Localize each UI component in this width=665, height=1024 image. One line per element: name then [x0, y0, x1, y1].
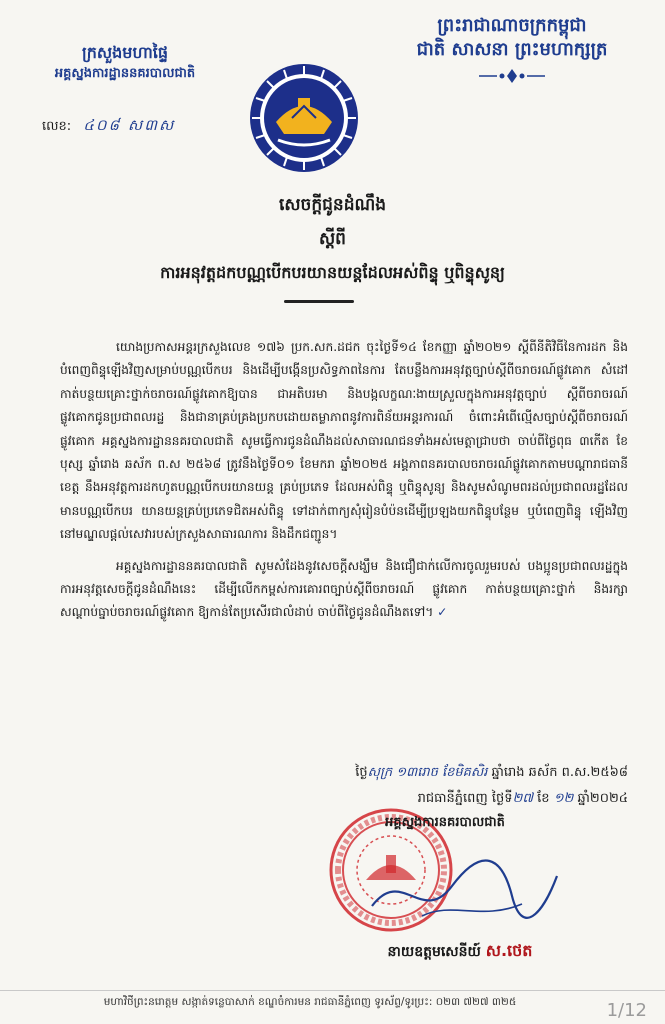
notice-subject: ការអនុវត្តដកបណ្ណបើកបរយានយន្តដែលអស់ពិន្ទុ ឬពិន្ទុសូន្យ [160, 263, 505, 282]
footer-address: មហាវិថីព្រះនរោត្តម សង្កាត់ទន្លេបាសាក់ ខណ្ឌចំការមន រាជធានីភ្នំពេញ ទូរស័ព្ទ/ទូរប្រះ: ០២៣ ៧២៧ ៣២៥ [103, 996, 517, 1008]
signing-agency: អគ្គស្នងការនគរបាលជាតិ [385, 815, 505, 830]
notice-body [60, 336, 628, 625]
signer-name: ស.ថេត [485, 941, 533, 960]
signer [330, 940, 590, 964]
reference-number [42, 116, 175, 138]
title-divider [284, 300, 354, 303]
paragraph-2-text: អគ្គស្នងការដ្ឋាននគរបាលជាតិ សូមសំដែងនូវសេចក្តីសង្ឃឹម និងជឿជាក់លើការចូលរួមរបស់ បងប្អូនប្រជាពលរដ្ឋក្នុងការអនុវត្តសេចក្តីជូនដំណឹងនេះ ដើម្បីលើកកម្ពស់ការគោរពច្បាប់ស្តីពីចរាចរណ៍ ផ្លូវគោក កាត់បន្ថយគ្រោះថ្នាក់ និងរក្សាសណ្តាប់ធ្នាប់ចរាចរណ៍ផ្លូវគោក ឱ្យកាន់តែប្រសើរជាលំដាប់ ចាប់ពីថ្ងៃជូនដំណឹងតទៅ។ [60, 558, 628, 620]
notice-subtitle: ស្តីពី [319, 229, 346, 249]
ref-number: ៤០៨ ស៣ស [83, 116, 176, 134]
kingdom-title: ព្រះរាជាណាចក្រកម្ពុជា [437, 15, 587, 36]
page-indicator: 1/12 [606, 1000, 647, 1021]
handwritten-mark: ✓ [437, 605, 448, 620]
paragraph-1: យោងប្រកាសអន្តរក្រសួងលេខ ១៧៦ ប្រក.សក.ដជក ចុះថ្ងៃទី១៤ ខែកញ្ញា ឆ្នាំ២០២១ ស្តីពីនីតិវិធីនៃការដក និងបំពេញពិន្ទុឡើងវិញសម្រាប់បណ្ណបើកបរ និងដើម្បីបង្កើនប្រសិទ្ធភាពនៃការ តែបន្លឹងការអនុវត្តច្បាប់ស្តីពីចរាចរណ៍ផ្លូវគោក សំដៅកាត់បន្ថយគ្រោះថ្នាក់ចរាចរណ៍ផ្លូវគោកឱ្យបាន ជាអតិបរមា និងបង្កលក្ខណៈងាយស្រួលក្នុងការអនុវត្តច្បាប់ ស្តីពីចរាចរណ៍ផ្លូវគោកជូនប្រជាពលរដ្ឋ និងជានាគ្រប់គ្រងប្រកបដោយតម្លាភាពនូវការពិន័យអន្តរការណ៍ ចំពោះអំពើល្មើសច្បាប់ស្តីពីចរាចរណ៍ ផ្លូវគោក អគ្គស្នងការដ្ឋាននគរបាលជាតិ សូមធ្វើការជូនដំណឹងដល់សាធារណជនទាំងអស់មេត្តាជ្រាបថា ចាប់ពីថ្ងៃពុធ ៣កើត ខែបុស្ស ឆ្នាំរោង ឆស័ក ព.ស ២៥៦៨ ត្រូវនឹងថ្ងៃទី០១ ខែមករា ឆ្នាំ២០២៥ អង្គភាពនគរបាលចរាចរណ៍ផ្លូវគោកតាមបណ្តារាជធានី ខេត្ត នឹងអនុវត្តការដកហូតបណ្ណបើកបរយានយន្ត គ្រប់ប្រភេទ ដែលអស់ពិន្ទុ ឬពិន្ទុសូន្យ និងសូមសំណូមពរដល់ប្រជាពលរដ្ឋដែលមានបណ្ណបើកបរ យានយន្តគ្រប់ប្រភេទជិតអស់ពិន្ទុ ទៅដាក់ពាក្យសុំរៀនបំប៉នដើម្បីប្រឡងយកពិន្ទុបន្ថែម ឬបំពេញពិន្ទុ ឡើងវិញ នៅមណ្ឌលផ្តល់សេវារបស់ក្រសួងសាធារណការ និងដឹកជញ្ជូន។ [60, 340, 628, 542]
ministry-name: ក្រសួងមហាផ្ទៃ [81, 43, 168, 62]
national-motto: ជាតិ សាសនា ព្រះមហាក្សត្រ [416, 39, 608, 60]
paragraph-2 [60, 555, 628, 625]
ornament-icon [477, 68, 547, 84]
ministry-header [10, 42, 240, 84]
agency-name: អគ្គស្នងការដ្ឋាននគរបាលជាតិ [54, 66, 196, 81]
police-emblem-icon [248, 62, 360, 174]
notice-title: សេចក្តីជូនដំណឹង [278, 195, 387, 215]
handwritten-signature [362, 846, 562, 936]
lunar-date: ថ្ងៃសុក្រ ១៣រោច ខែមិគសិរ ឆ្នាំរោង ឆស័ក ព.ស.២៥៦៨ [355, 765, 628, 780]
signer-rank: នាយឧត្តមសេនីយ៍ [387, 944, 481, 960]
ref-label: លេខ: [42, 119, 72, 134]
signature-block [300, 814, 590, 833]
footer-divider [0, 990, 665, 991]
solar-date: រាជធានីភ្នំពេញ ថ្ងៃទី២៧ ខែ ១២ ឆ្នាំ២០២៤ [417, 791, 628, 806]
kingdom-header [397, 14, 627, 88]
